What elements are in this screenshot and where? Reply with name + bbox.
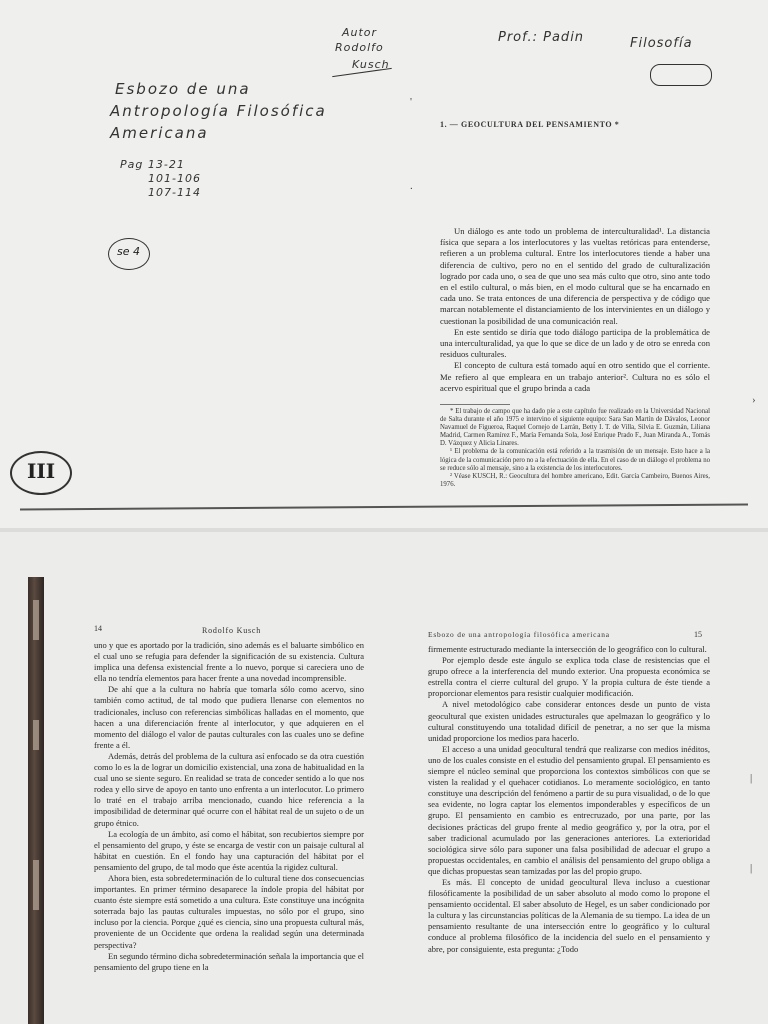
paragraph: En este sentido se diría que todo diálogo participa de la problemática de una interculturalidad, ya que lo que se dice de un lado y de otro se enreda con residuos culturales. [440, 326, 710, 360]
paragraph: El acceso a una unidad geocultural tendrá que realizarse con medios inéditos, uno de los cuales consiste en el estudio del pensamiento grupal. El pensamiento es siempre el núcleo seminal que proporciona los contextos simbólicos con que se visten la realidad y el quehacer cotidianos. Lo meramente sociológico, en tanto constituye una descripción del fenómeno a partir de su pura visualidad, o de lo que sea evidente, no logra captar los elementos imponderables y específicos de un grupo. El pensamiento en cambio es entrecruzado, por una parte, por las decisiones prácticas del grupo frente al medio geográfico y, por la otra, por el saber tradicional acumulado por las generaciones anteriores. La exterioridad sociológica sirve sólo para suponer una falsa posibilidad de adecuar el grupo a propuestas occidentales, en cambio el análisis del pensamiento del grupo obliga a que dichas propuestas sean tamizadas por las del propio grupo. [428, 743, 710, 876]
chapter-heading: 1. — GEOCULTURA DEL PENSAMIENTO * [440, 120, 620, 129]
handwritten-title-line-3: Americana [110, 124, 209, 142]
footnote-rule [440, 404, 510, 405]
paragraph: Por ejemplo desde este ángulo se explica toda clase de resistencias que el grupo ofrece a la interferencia del mundo exterior. Una propuesta económica se estrella contra el cierre cultural del grupo. Y la propia cultura de éste tiende a proporcionar elementos para resistir cualquier modificación. [428, 655, 710, 699]
left-running-head: Rodolfo Kusch [202, 626, 262, 635]
handwritten-professor: Prof.: Padin [498, 30, 585, 45]
left-body-text [94, 640, 364, 973]
paragraph: Además, detrás del problema de la cultura así enfocado se da otra cuestión como lo es la de lograr un domicilio existencial, una zona de habitualidad en la cual uno se siente seguro. En realidad se trata de conceder sentido a lo que nos rodea y ello sirve de apoyo en tanto uno enfrenta a un interlocutor. Lo primero lo traté en el trabajo arriba mencionado, cuando hice referencia a la imposibilidad de determinar qué ocurre con el hábitat real de un sujeto o de un grupo étnico. [94, 750, 364, 828]
paragraph: firmemente estructurado mediante la intersección de lo geográfico con lo cultural. [428, 644, 707, 654]
handwritten-pages-line-2: 101-106 [148, 172, 201, 185]
book-binding-shadow [28, 577, 44, 1024]
paragraph: De ahí que a la cultura no habría que tomarla sólo como acervo, sino también como actitud, de tal modo que pudiera llenarse con elementos no tradicionales, incluso con referencias simbólicas halladas en el momento, que hacen a una diferenciación frente al interlocutor, y que adquieren en el momento del diálogo el valor de pautas culturales con las cuales uno se define frente a él. [94, 684, 364, 750]
top-footnotes [440, 408, 710, 489]
binding-stripe [33, 860, 39, 910]
handwritten-circled-note [108, 238, 150, 270]
handwritten-pages-line-1: Pag 13-21 [120, 158, 185, 171]
paragraph: Un diálogo es ante todo un problema de interculturalidad¹. La distancia física que separa a los interlocutores y las vueltas retóricas para entenderse, refieren a un problema cultural. Entre los interlocutores tiende a haber una diferencia de cultivo, pero no en el sentido del grado de culturalización logrado por cada uno, o sea de que uno sea más culto que otro, sino ante todo en el estilo cultural, o más bien, en el modo cultural que se ha encarnado en cada uno. Se trata entonces de una diferencia de perspectiva y de código que marcan notablemente el distanciamiento de los intervinientes en un diálogo y cuestionan la posibilidad de una comunicación real. [440, 226, 710, 326]
handwritten-author-first-name: Rodolfo [335, 41, 384, 54]
footnote: ² Véase KUSCH, R.: Geocultura del hombre americano, Edit. García Cambeiro, Buenos Aires, 1976. [440, 472, 710, 488]
circled-note-text: se 4 [117, 245, 140, 258]
right-page-number: 15 [694, 630, 702, 639]
footnote: ¹ El problema de la comunicación está referido a la trasmisión de un mensaje. Esto hace a la lógica de la comunicación pero no a la efectuación de ella. En el caso de un diálogo el problema no se reduce sólo al mensaje, sino a la existencia de los interlocutores. [440, 448, 710, 472]
paragraph: La ecología de un ámbito, así como el hábitat, son recubiertos siempre por el pensamiento del grupo, y éste se encarga de vestir con un paisaje cultural al hábitat en cuestión. En el fondo hay una capturación del hábitat por el pensamiento del grupo, de tal modo que éste acentúa la rigidez cultural. [94, 828, 364, 872]
right-body-text [428, 644, 710, 955]
margin-mark: . [410, 180, 413, 192]
paragraph: Es más. El concepto de unidad geocultural lleva incluso a cuestionar filosóficamente la posibilidad de un saber absoluto al modo como lo propone el pensamiento occidental. El saber absoluto de Hegel, es un saber condicionado por la cultura y las circunstancias políticas de la Alemania de su tiempo. La idea de un pensamiento resultante de una intersección entre lo geográfico y lo cultural conduce al problema filosófico de la incidencia del suelo en el pensamiento y abre, por consiguiente, esta pregunta: ¿Todo [428, 876, 710, 954]
handwritten-roman-numeral-circle [10, 451, 72, 495]
footnote: * El trabajo de campo que ha dado pie a este capítulo fue realizado en la Universidad Nacional de Salta durante el año 1975 e intervino el siguiente equipo: Sara San Martín de Dávalos, Leonor Navamuel de Figueroa, Raquel Cornejo de Larrán, Betty I. T. de Villa, Silvia E. Guzmán, Liliana Madrid, Carmen Ramírez F., María Fernanda Sola, José Enrique Prado F., Juan Miranda A., Tomás D. Vázquez y Alicia Linares. [440, 408, 710, 448]
binding-stripe [33, 720, 39, 750]
handwritten-pages-line-3: 107-114 [148, 186, 201, 199]
paragraph: uno y que es aportado por la tradición, sino además es el baluarte simbólico en el cual uno se refugia para defender la significación de su existencia. Cultura implica una defensa existencial frente a lo nuevo, porque si careciera uno de ella no tendría elementos para hacer frente a una novedad incomprensible. [94, 640, 364, 684]
top-body-text [440, 226, 710, 394]
handwritten-subject: Filosofía [630, 36, 693, 51]
handwritten-title-line-1: Esbozo de una [115, 80, 251, 98]
handwritten-scribble [650, 64, 712, 86]
handwritten-author-last-name: Kusch [352, 58, 390, 71]
margin-mark: › [752, 394, 756, 406]
handwritten-autor: Autor [342, 26, 378, 39]
margin-mark: | [750, 772, 753, 784]
bottom-page-scan [0, 532, 768, 1024]
roman-numeral: III [27, 459, 56, 483]
left-page-number: 14 [94, 624, 102, 633]
right-running-head: Esbozo de una antropología filosófica americana [428, 630, 610, 639]
paragraph: A nivel metodológico cabe considerar entonces desde un punto de vista geocultural que existen unidades estructurales que apelmazan lo geográfico y lo cultural constituyendo una totalidad difícil de penetrar, a no ser que la misma unidad proporcione los medios para hacerlo. [428, 699, 710, 743]
binding-stripe [33, 600, 39, 640]
handdrawn-divider [20, 503, 748, 510]
margin-mark: ' [410, 96, 412, 108]
paragraph: En segundo término dicha sobredeterminación señala la importancia que el pensamiento del grupo tiene en la [94, 950, 364, 972]
margin-mark: | [750, 862, 753, 874]
handwritten-title-line-2: Antropología Filosófica [110, 102, 327, 120]
paragraph: El concepto de cultura está tomado aquí en otro sentido que el corriente. Me refiero al que empleara en un trabajo anterior². Cultura no es sólo el acervo espiritual que el grupo brinda a cada [440, 360, 710, 393]
paragraph: Ahora bien, esta sobredeterminación de lo cultural tiene dos consecuencias importantes. En primer término desaparece la índole propia del hábitat por cuanto éste siempre está sometido a una cultura. Este constituye una incógnita soterrada bajo las pautas culturales impuestas, no sólo por el grupo, sino incluso por la ciencia. Porque ¿qué es ciencia, sino una propuesta cultural más, proveniente de un Occidente que ordena la realidad según una determinada perspectiva? [94, 872, 364, 950]
